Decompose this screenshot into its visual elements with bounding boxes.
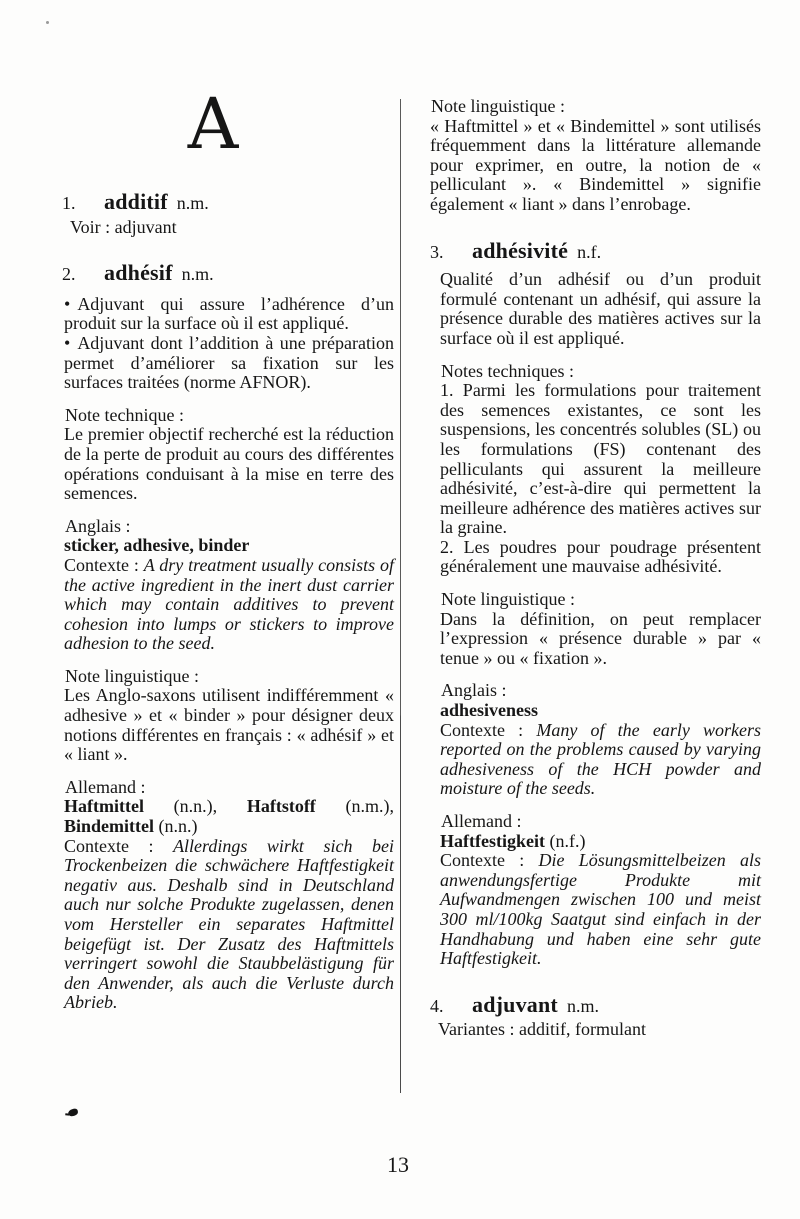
left-column — [62, 83, 394, 1013]
entry-header — [430, 991, 761, 1017]
note-technique-section — [64, 406, 394, 504]
german-terms — [64, 797, 394, 836]
right-column — [430, 97, 761, 1040]
part-of-speech: n.m. — [176, 193, 209, 213]
headword: adhésivité — [472, 237, 569, 263]
entry-header — [62, 260, 394, 286]
headword: adhésif — [104, 260, 173, 286]
headword: additif — [104, 189, 168, 214]
english-context — [440, 721, 761, 799]
note-text: « Haftmittel » et « Bindemittel » sont utilisés fréquemment dans la littérature allemande pour exprimer, en outre, la notion de « pelliculant ». « Bindemittel » signifie également « liant » dans l’enrobage. — [430, 115, 761, 214]
note-text: Dans la définition, on peut remplacer l’expression « présence durable » par « tenue » ou « fixation ». — [440, 608, 761, 668]
english-section — [432, 681, 761, 799]
context-text-german: Die Lösungsmittelbeizen als anwendungsfertige Produkte mit Aufwandmengen zwischen 100 und meist 300 ml/100kg Saatgut sind einfach in der Handhabung und haben eine sehr gute Haftfestigkeit. — [440, 850, 761, 969]
bullet-icon: • — [64, 332, 71, 353]
definitions — [64, 295, 394, 393]
section-label: Note linguistique : — [65, 665, 199, 686]
context-text-english: A dry treatment usually consists of the active ingredient in the inert dust carrier which may contain additives to prevent cohesion into lumps or stickers to improve adhesion to the seed. — [64, 554, 394, 654]
variants-line: Variantes : additif, formulant — [438, 1019, 646, 1040]
german-context — [64, 837, 394, 1013]
note-text: Les Anglo-saxons utilisent indifféremment « adhesive » et « binder » pour désigner deux notions différentes en français : « adhésif » et « liant ». — [64, 685, 394, 765]
context-label: Contexte : — [440, 850, 539, 871]
section-label: Allemand : — [441, 811, 522, 831]
context-label: Contexte : — [64, 554, 144, 575]
note-linguistique-section — [432, 590, 761, 668]
german-gender: (n.n.), — [143, 796, 247, 817]
note-linguistique-section — [64, 667, 394, 765]
definition-item — [64, 295, 394, 334]
german-gender: (n.f.) — [544, 830, 586, 851]
definition-text: Adjuvant qui assure l’adhérence d’un produit sur la surface où il est appliqué. — [64, 293, 394, 334]
context-label: Contexte : — [440, 719, 537, 740]
note-text: Le premier objectif recherché est la réduction de la perte de produit au cours des différentes opérations conduisant à la mise en terre des semences. — [64, 424, 394, 504]
german-section — [432, 812, 761, 969]
definition — [432, 270, 761, 348]
part-of-speech: n.m. — [566, 995, 599, 1016]
section-label: Note linguistique : — [431, 96, 565, 116]
english-section — [64, 517, 394, 654]
entry-adhesivite — [430, 237, 761, 969]
german-section — [64, 778, 394, 1013]
german-terms — [440, 832, 761, 852]
entry-number: 2. — [62, 264, 76, 285]
note-text: 2. Les poudres pour poudrage présentent généralement une mauvaise adhésivité. — [440, 536, 761, 577]
english-terms: sticker, adhesive, binder — [64, 535, 250, 556]
section-label: Note technique : — [65, 404, 184, 425]
entry-header — [430, 237, 761, 263]
section-label: Note linguistique : — [441, 589, 575, 610]
context-text-german: Allerdings wirkt sich bei Trockenbeizen die schwächere Haftfestigkeit negativ aus. Deshalb sind in Deutschland auch nur solche Produkte zugelassen, denen vom Hersteller ein separates Haftmittel beigefügt ist. Der Zusatz des Haftmittels verringert sowohl die Staubbelästigung für den Anwender, als auch die Verluste durch Abrieb. — [64, 835, 394, 1013]
german-term: Haftstoff — [246, 796, 316, 817]
column-divider-rule — [400, 99, 401, 1093]
entry-adhesif — [62, 260, 394, 1013]
english-terms: adhesiveness — [440, 700, 539, 721]
definition-item — [64, 334, 394, 393]
context-label: Contexte : — [64, 835, 174, 856]
definition-text: Qualité d’un adhésif ou d’un produit formulé contenant un adhésif, qui assure la présence durable des matières actives sur la surface où il est appliqué. — [440, 269, 761, 348]
german-gender: (n.m.), — [315, 796, 394, 817]
entry-body — [62, 295, 394, 1013]
notes-techniques-section — [432, 362, 761, 578]
section-label: Allemand : — [65, 776, 146, 797]
entry-number: 1. — [62, 193, 76, 213]
german-context — [440, 851, 761, 969]
english-context — [64, 556, 394, 654]
german-term: Bindemittel — [64, 816, 154, 837]
section-label: Anglais : — [65, 515, 131, 536]
part-of-speech: n.f. — [577, 241, 602, 262]
entry-header — [62, 189, 394, 214]
cross-reference: Voir : adjuvant — [70, 216, 177, 237]
entry-body — [430, 270, 761, 969]
bullet-icon: • — [64, 293, 71, 314]
entry-number: 4. — [430, 995, 444, 1016]
section-letter: A — [187, 83, 239, 165]
section-label: Notes techniques : — [441, 360, 574, 381]
note-linguistique-section — [430, 97, 761, 215]
context-text-english: Many of the early workers reported on the problems caused by varying adhesiveness of the HCH powder and moisture of the seeds. — [440, 719, 761, 799]
page-number: 13 — [387, 1152, 409, 1177]
scan-speck — [46, 21, 49, 24]
entry-adjuvant — [430, 991, 761, 1040]
entry-number: 3. — [430, 241, 444, 262]
headword: adjuvant — [472, 991, 558, 1017]
german-term: Haftmittel — [64, 796, 144, 817]
german-gender: (n.n.) — [154, 816, 198, 837]
entry-additif — [62, 189, 394, 237]
german-term: Haftfestigkeit — [440, 830, 545, 851]
part-of-speech: n.m. — [181, 264, 214, 285]
definition-text: Adjuvant dont l’addition à une préparation permet d’améliorer sa fixation sur les surfaces traitées (norme AFNOR). — [64, 332, 394, 393]
section-label: Anglais : — [441, 680, 507, 701]
ink-blot-mark — [67, 1108, 78, 1117]
note-text: 1. Parmi les formulations pour traitement des semences existantes, ce sont les suspensions, les concentrés solubles (SL) ou les formulations (FS) contenant des pelliculants qui assurent la meilleure adhésivité, c’est-à-dire qui permettent la meilleure adhérence des matières actives sur la graine. — [440, 380, 761, 538]
